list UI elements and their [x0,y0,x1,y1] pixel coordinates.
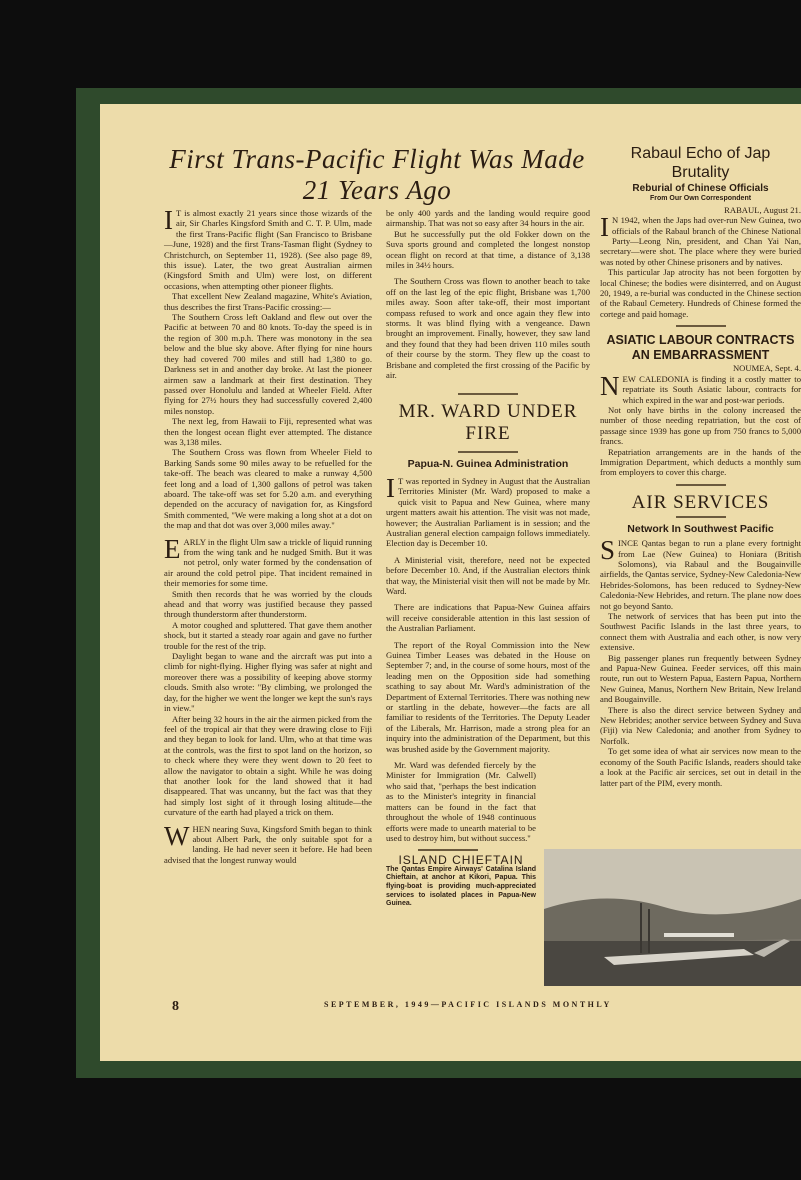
paragraph: SINCE Qantas began to run a plane every fortnight from Lae (New Guinea) to Honiara (British Solomons), via Rabaul and the Bougainville airfields, the Qantas service, Sydney-New Caledonia-New Hebrides-Solomons, has been reduced to Sydney-New Caledonia-New Hebrides, and return. The plane now does not go beyond Santo. [600,535,801,611]
paragraph: Daylight began to wane and the aircraft was put into a climb for night-flying. Higher flying was safer at night and moreover there was a possibility of keeping above stormy clouds. Smith also wrote: "By climbing, we prolonged the day, for the higher we went the longer we kept the sun's rays in view." [164,651,372,714]
divider [458,451,518,453]
paragraph: The next leg, from Hawaii to Fiji, represented what was then the longest ocean flight ever attempted. The distance was 3,138 miles. [164,416,372,447]
paragraph: A motor coughed and spluttered. That gave them another shock, but it started a steady roar again and gave no further trouble for the rest of the trip. [164,619,372,651]
paragraph: NEW CALEDONIA is finding it a costly matter to repatriate its South Asiatic labour, contracts for which expired in the war and post-war periods. [600,370,801,405]
drop-cap: I [164,205,173,235]
photo-caption: The Qantas Empire Airways' Catalina Island Chieftain, at anchor at Kikori, Papua. This flying-boat is providing much-appreciated services to isolated places in Papua-New Guinea. [386,865,536,908]
paragraph: The Southern Cross was flown from Wheeler Field to Barking Sands some 90 miles away to be refuelled for the take-off. The beach was cleared to make a runway 4,500 feet long and a load of 1,300 gallons of petrol was taken aboard. The take-off was set for 5.20 a.m. and everything depended on the accuracy of navigation for, as Kingsford Smith commented, "We were making a long shot at a dot on the map and that dot was over 3,000 miles away." [164,447,372,531]
caption-title: ISLAND CHIEFTAIN [398,853,524,868]
subtitle-ward: Papua-N. Guinea Administration [407,457,569,470]
dateline: RABAUL, August 21. [724,204,801,215]
paragraph: I T is almost exactly 21 years since those wizards of the air, Sir Charles Kingsford Smith and C. T. P. Ulm, made the first Trans-Pacific flight (San Francisco to Brisbane—June, 1928) and the first Trans-Tasman flight (Sydney to Christchurch, on September 11, 1928). (See also page 89, this issue). Later, the two great Australian airmen (Kingsford Smith and Ulm) were lost, on different occasions, when attempting other pioneer flights. [164,205,372,291]
paragraph: I T was reported in Sydney in August that the Australian Territories Minister (Mr. Ward) proposed to make a quick visit to Papua and New Guinea, where many urgent matters await his attention. The visit was not made, however; the Australian Parliament is in session; and the Australian general election campaign follows immediately. Election day is December 10. [386,472,590,549]
paragraph: A Ministerial visit, therefore, need not be expected before December 10. And, if the Australian electors think that way, the Ministerial visit then will not be made by Mr. Ward. [386,554,590,596]
paragraph: I N 1942, when the Japs had over-run New Guinea, two officials of the Rabaul branch of the Chinese National Party—Leong Nin, president, and Chan Yai Nan, secretary—were shot. The place where they were buried was noted by other Chinese prisoners and by natives. [600,212,801,267]
article-title-ward: MR. WARD UNDER FIRE [398,400,578,444]
column-2 [386,208,590,909]
magazine-page [100,104,801,1061]
paragraph: After being 32 hours in the air the airmen picked from the feel of the tropical air that they were drawing close to Fiji and they began to look for land. Ulm, who at that time was at the controls, was the first to spot land on the horizon, so to check where they were they went down to 20 feet to allow the navigator to obtain a sight. While he was doing that another look for the land showed that it had disappeared. That was uncanny, but the fact was that they had simply lost sight of it through losing altitude—the curvature of the earth had played a trick on them. [164,713,372,818]
paragraph: Repatriation arrangements are in the hands of the Immigration Department, which deducts a monthly sum from employers to cover this charge. [600,446,801,478]
paragraph: Big passenger planes run frequently between Sydney and Papua-New Guinea. Feeder services, off this main route, run out to Western Papua, Eastern Papua, Northern New Guinea, Manus, Northern New Britain, New Ireland and Bougainville. [600,652,801,705]
divider [676,484,726,486]
column-1 [164,205,372,865]
paragraph: There are indications that Papua-New Guinea affairs will receive considerable attention in this last session of the Australian Parliament. [386,602,590,634]
paragraph: There is also the direct service between Sydney and New Hebrides; another service between Sydney and Suva (Fiji) via New Caledonia; and another from Sydney to Norfolk. [600,704,801,746]
drop-cap: S [600,535,616,566]
paragraph: To get some idea of what air services now mean to the economy of the South Pacific Islands, readers should take a look at the Pacific air sercices, set out in detail in the latter part of the PIM, every month. [600,746,801,788]
drop-cap: E [164,533,181,564]
drop-cap: W [164,820,190,851]
paragraph: Not only have births in the colony increased the number of those needing repatriation, but the cost of passage since 1939 has gone up from 750 francs to 5,000 francs. [600,404,801,447]
column-3 [600,144,801,788]
paragraph: Mr. Ward was defended fiercely by the Minister for Immigration (Mr. Calwell) who said that, "perhaps the best indication as to the Minister's integrity in financial matters can be found in the fact that throughout the whole of 1948 continuous efforts were made to unearth material to be used to destroy him, but without success." [386,760,536,843]
flying-boat-photo [544,849,801,986]
dateline: NOUMEA, Sept. 4. [732,363,801,374]
paragraph: That excellent New Zealand magazine, White's Aviation, thus describes the first Trans-Pacific crossing:— [164,291,372,312]
paragraph: Smith then records that he was worried by the clouds ahead and that worry was justified because they passed through thunderstorm after thunderstorm. [164,588,372,620]
drop-cap: I [386,472,395,503]
drop-cap: N [600,370,620,401]
paragraph: The report of the Royal Commission into the New Guinea Timber Leases was debated in the House on September 7; and, in the course of some hours, most of the leading men on the Opposition side had something scathing to say about Mr. Ward's administration of the Department of External Territories. There was nothing new or startling in the debate, however—the facts are all familiar to residents of the Territories. The Deputy Leader of the Liberals, Mr. Harrison, made a strong plea for an inquiry into the administration of the Department, but this was brushed aside by the Government majority. [386,639,590,754]
paragraph: EARLY in the flight Ulm saw a trickle of liquid running from the wing tank and he nudged Smith. But it was not petrol, only water formed by the condensation of air around the cold petrol pipe. That incident remained in their memories for some time. [164,533,372,589]
paragraph: But he successfully put the old Fokker down on the Suva sports ground and completed the longest nonstop ocean flight on record at that time, a distance of 3,138 miles in 34½ hours. [386,228,590,271]
paragraph: be only 400 yards and the landing would require good airmanship. That was not so easy after 34 hours in the air. [386,208,590,229]
drop-cap: I [600,212,609,243]
paragraph: The network of services that has been put into the Southwest Pacific Islands in the last three years, to connect them with Australia and each other, is now very extensive. [600,611,801,653]
divider [418,849,478,851]
article-title-air: AIR SERVICES [631,491,770,513]
photo-illustration [544,849,801,986]
paragraph: This particular Jap atrocity has not been forgotten by local Chinese; the bodies were disinterred, and on August 20, 1949, a re-burial was conducted in the Chinese section of the Rabaul Cemetery. Hundreds of Chinese formed the cortege and paid homage. [600,267,801,319]
paragraph: WHEN nearing Suva, Kingsford Smith began to think about Albert Park, the only suitable spot for a landing. He had never seen it before. He had been advised that the longest runway would [164,820,372,865]
running-footer: SEPTEMBER, 1949—PACIFIC ISLANDS MONTHLY [324,1000,612,1009]
page-number: 8 [172,999,179,1014]
paragraph: The Southern Cross was flown to another beach to take off on the last leg of the epic flight, Brisbane was 1,700 miles away. Soon after take-off, their most important compass refused to work and once again they flew into storms. It was blind flying with a vengeance. Dawn brought an improvement. Finally, however, they saw land and they found that they had been driven 110 miles south of their course by the storm. They flew up the coast to Brisbane and completed the first crossing of the Pacific by air. [386,276,590,381]
divider [676,516,726,518]
article-title-asiatic: ASIATIC LABOUR CONTRACTS AN EMBARRASSMENT [606,333,795,363]
article-title-rabaul: Rabaul Echo of Jap Brutality [630,145,771,181]
article-title-trans-pacific: First Trans-Pacific Flight Was Made 21 Years Ago [169,144,585,205]
byline: From Our Own Correspondent [649,195,752,203]
subtitle-air: Network In Southwest Pacific [627,522,774,535]
paragraph: The Southern Cross left Oakland and flew out over the Pacific at between 70 and 80 knots. To-day the speed is in the region of 300 m.p.h. There was monotony in the sea below and the blue sky above. After flying for nine hours they had covered 700 miles and still had 1,380 to go. Darkness set in and another day broke. At last the pioneer airmen saw a landmark at their first destination. They passed over Honolulu and landed at Wheeler Field. After flying for 27½ hours they had successfully covered 2,400 miles nonstop. [164,312,372,416]
divider [676,325,726,327]
divider [458,393,518,395]
subtitle-rabaul: Reburial of Chinese Officials [632,183,769,194]
